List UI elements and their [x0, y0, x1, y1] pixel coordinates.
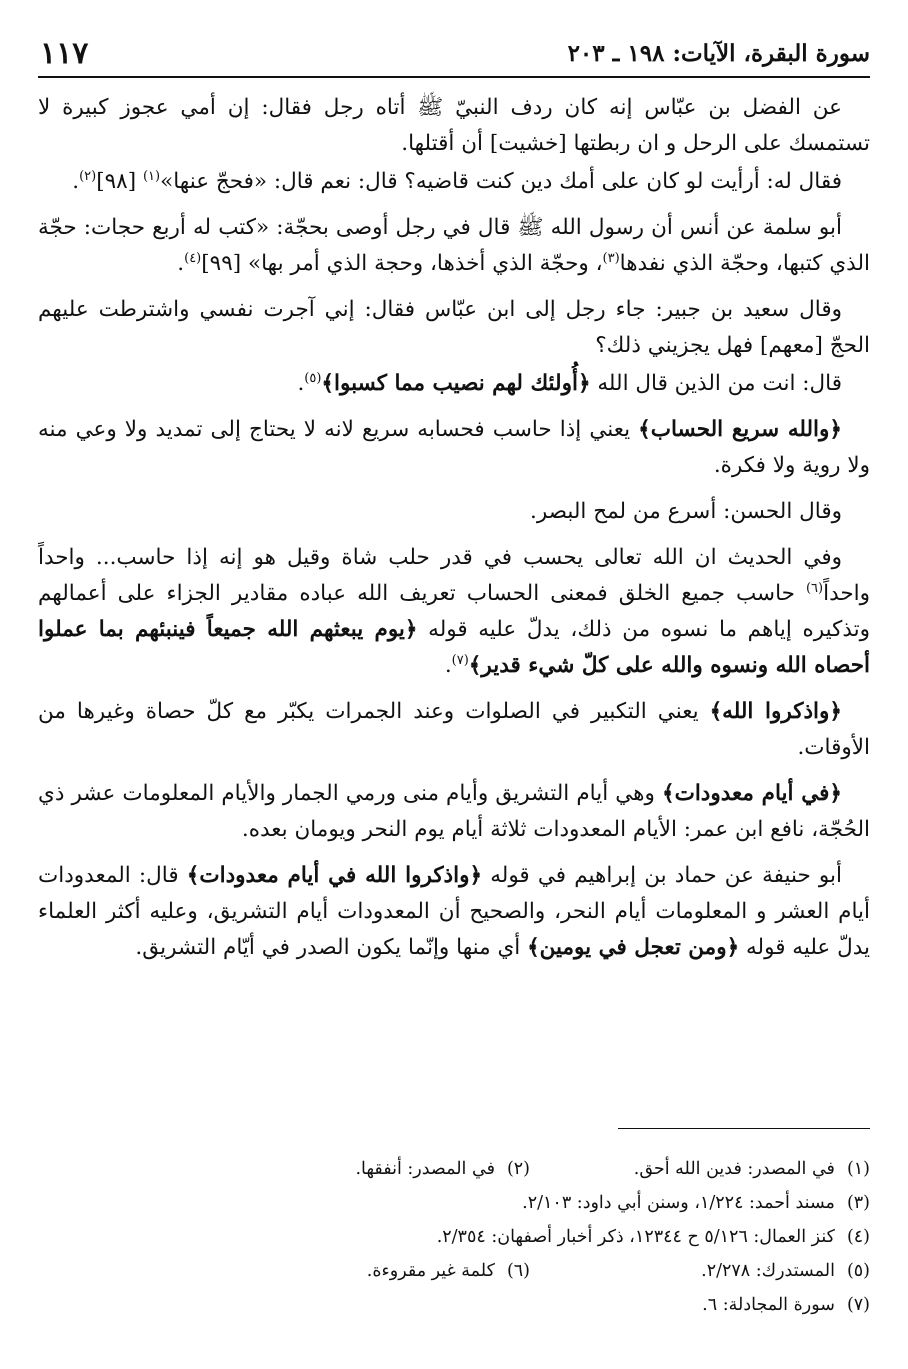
paragraph-3 [38, 210, 870, 282]
footnote-3 [522, 1186, 870, 1220]
footnote-number: (٢) [506, 1159, 530, 1179]
paragraph-9-text: يعني التكبير في الصلوات وعند الجمرات يكبّر مع كلّ حصاة وغيرها من الأوقات. [38, 699, 870, 760]
footnote-ref-7: (٧) [451, 652, 469, 668]
footnote-text: كنز العمال: ٥/١٢٦ ح ١٢٣٤٤، ذكر أخبار أصفهان: ٢/٣٥٤. [436, 1227, 835, 1247]
footnote-ref-4: (٤) [184, 250, 202, 266]
footnote-ref-5: (٥) [304, 370, 322, 386]
page-number: ١١٧ [40, 36, 89, 71]
hadith-ref: [٩٨] [96, 169, 143, 194]
footnote-row [38, 1220, 870, 1254]
paragraph-2 [38, 164, 870, 200]
footnote-2 [355, 1152, 530, 1186]
quran-verse: ﴿أُولئك لهم نصيب مما كسبوا﴾ [321, 371, 591, 396]
page [38, 20, 870, 1350]
paragraph-9 [38, 694, 870, 766]
footnote-5 [530, 1254, 870, 1288]
paragraph-10 [38, 776, 870, 848]
paragraph-8-text-b: حاسب جميع الخلق فمعنى الحساب تعريف الله عباده مقادير الجزاء على أعمالهم وتذكيره إياهم ما نسوه من ذلك، يدلّ عليه قوله [38, 581, 870, 642]
page-header [38, 32, 870, 78]
footnote-number: (٧) [846, 1295, 870, 1315]
footnote-ref-1: (١) [142, 168, 161, 184]
footnote-7 [702, 1288, 870, 1322]
paragraph-6 [38, 412, 870, 484]
footnote-6 [367, 1254, 530, 1288]
footnote-ref-2: (٢) [79, 168, 97, 184]
quran-verse: ﴿ومن تعجل في يومين﴾ [527, 935, 740, 960]
footnote-number: (٤) [846, 1227, 870, 1247]
footnote-number: (٦) [506, 1261, 530, 1281]
footnote-text: كلمة غير مقروءة. [366, 1261, 495, 1281]
paragraph-5-end: . [297, 371, 305, 396]
footnote-text: المستدرك: ٢/٢٧٨. [701, 1261, 835, 1281]
paragraph-8-text-a: وفي الحديث ان الله تعالى يحسب في قدر حلب شاة وقيل هو إنه إذا حاسب... واحداً واحداً [38, 545, 870, 606]
footnote-4 [437, 1220, 870, 1254]
footnote-number: (١) [846, 1159, 870, 1179]
paragraph-7: وقال الحسن: أسرع من لمح البصر. [530, 499, 842, 524]
quran-verse: ﴿والله سريع الحساب﴾ [638, 417, 842, 442]
paragraph-3-text-b: ، وحجّة الذي أخذها، وحجة الذي أمر بها» [٩٩] [201, 251, 603, 276]
footnote-ref-3: (٣) [602, 250, 620, 266]
paragraph-5 [38, 366, 870, 402]
footnote-number: (٣) [846, 1193, 870, 1213]
footnote-row [38, 1186, 870, 1220]
quran-verse: ﴿واذكروا الله﴾ [709, 699, 842, 724]
paragraph-11-text-c: أي منها وإنّما يكون الصدر في أيّام التشريق. [135, 935, 528, 960]
quran-verse: ﴿يوم يبعثهم الله جميعاً فينبئهم بما عملوا أحصاه الله ونسوه والله على كلّ شيء قدير﴾ [38, 617, 870, 678]
footnote-row [38, 1288, 870, 1322]
paragraph-11-text-b: قال: المعدودات أيام العشر و المعلومات أيام النحر، والصحيح أن المعدودات أيام التشريق، وعليه أكثر العلماء يدلّ عليه قوله [38, 863, 870, 960]
paragraph-8 [38, 540, 870, 684]
paragraph-1: عن الفضل بن عبّاس إنه كان ردف النبيّ ﷺ أتاه رجل فقال: إن أمي عجوز كبيرة لا تستمسك على الرحل و ان ربطتها [خشيت] أن أقتلها. [38, 95, 870, 156]
running-title: سورة البقرة، الآيات: ١٩٨ ـ ٢٠٣ [567, 40, 870, 67]
paragraph-4: وقال سعيد بن جبير: جاء رجل إلى ابن عبّاس فقال: إني آجرت نفسي واشترطت عليهم الحجّ [معهم] فهل يجزيني ذلك؟ [38, 297, 870, 358]
footnote-text: في المصدر: فدين الله أحق. [633, 1159, 835, 1179]
paragraph-2-text: فقال له: أرأيت لو كان على أمك دين كنت قاضيه؟ قال: نعم قال: «فحجّ عنها» [160, 169, 842, 194]
paragraph-3-end: . [177, 251, 185, 276]
paragraph-11-text-a: أبو حنيفة عن حماد بن إبراهيم في قوله [482, 863, 842, 888]
quran-verse: ﴿واذكروا الله في أيام معدودات﴾ [186, 863, 483, 888]
footnote-ref-6: (٦) [805, 580, 824, 596]
footnote-text: في المصدر: أنفقها. [355, 1159, 495, 1179]
footnote-row [38, 1152, 870, 1186]
paragraph-10-text: وهي أيام التشريق وأيام منى ورمي الجمار والأيام المعلومات عشر ذي الحُجّة، نافع ابن عمر: الأيام المعدودات ثلاثة أيام يوم النحر ويومان بعده. [38, 781, 870, 842]
footnote-divider [618, 1128, 870, 1129]
paragraph-3-text-a: أبو سلمة عن أنس أن رسول الله ﷺ قال في رجل أوصى بحجّة: «كتب له أربع حجات: حجّة الذي كتبها، وحجّة الذي نفدها [38, 215, 870, 276]
paragraph-6-text: يعني إذا حاسب فحسابه سريع لانه لا يحتاج إلى تمديد ولا وعي منه ولا روية ولا فكرة. [38, 417, 870, 478]
quran-verse: ﴿في أيام معدودات﴾ [661, 781, 842, 806]
paragraph-5-text: قال: انت من الذين قال الله [590, 371, 842, 396]
paragraph-8-end: . [444, 653, 452, 678]
footnote-text: مسند أحمد: ١/٢٢٤، وسنن أبي داود: ٢/١٠٣. [522, 1193, 835, 1213]
footnote-1 [530, 1152, 870, 1186]
paragraph-2-end: . [72, 169, 80, 194]
footnote-text: سورة المجادلة: ٦. [702, 1295, 835, 1315]
footnotes [38, 1152, 870, 1322]
paragraph-11 [38, 858, 870, 966]
footnote-row [38, 1254, 870, 1288]
main-text [38, 90, 870, 976]
footnote-number: (٥) [846, 1261, 870, 1281]
